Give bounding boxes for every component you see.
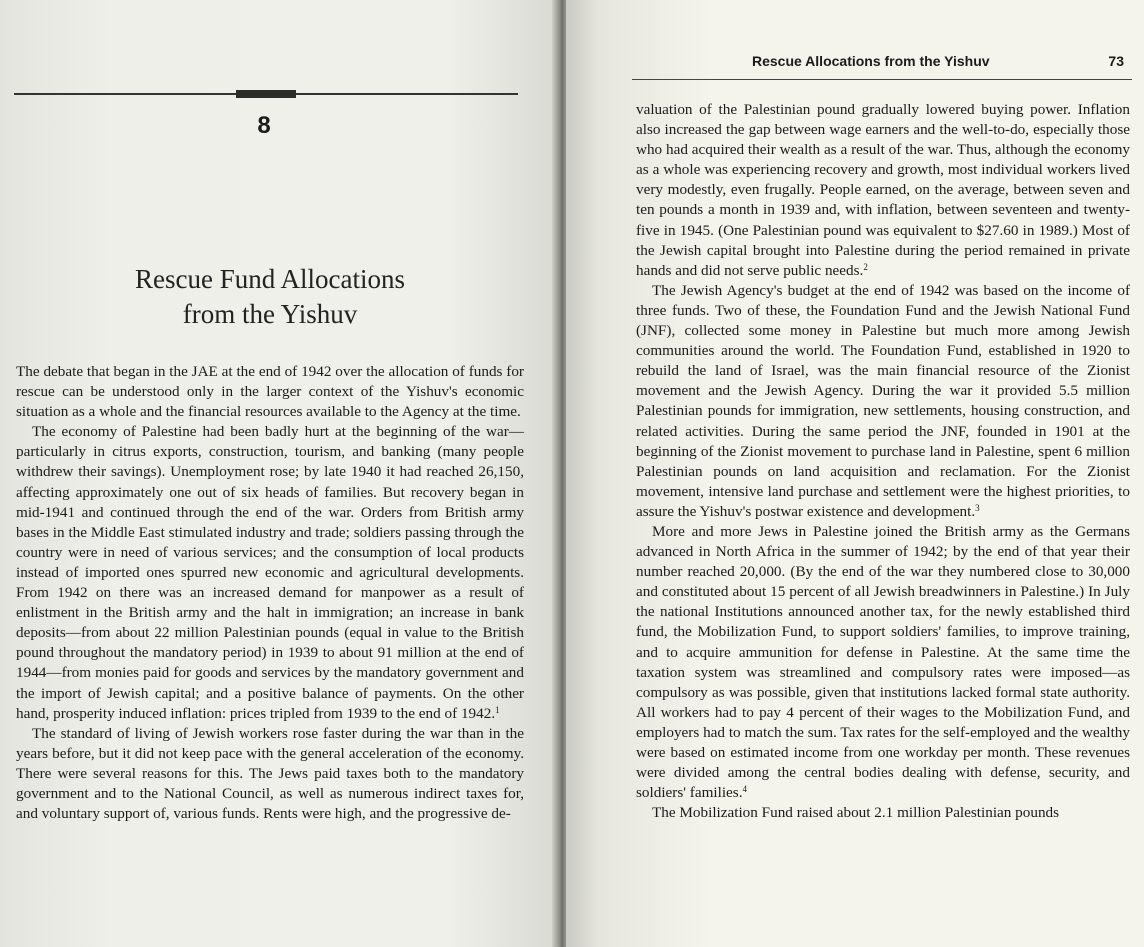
left-page — [0, 0, 556, 947]
right-page — [566, 0, 1144, 947]
chapter-number: 8 — [257, 112, 271, 139]
running-head-rule — [632, 79, 1132, 80]
right-body-text — [636, 100, 1130, 823]
running-head-title: Rescue Allocations from the Yishuv — [752, 53, 990, 69]
footnote-mark: 4 — [742, 784, 747, 795]
paragraph: The Mobilization Fund raised about 2.1 million Palestinian pounds — [652, 804, 1060, 822]
paragraph: The economy of Palestine had been badly hurt at the beginning of the war—particularly in citrus exports, construction, tourism, and banking (many people withdrew their savings). Unemployment rose; by late 1940 it had reached 26,150, affecting approximately one out of six heads of families. But recovery began in mid-1941 and continued through the end of the war. Orders from British army bases in the Middle East stimulated industry and trade; soldiers passing through the country were in need of various services; and the consumption of local products instead of imported ones spurred new economic and agricultural developments. From 1942 on there was an increased demand for manpower as a result of enlistment in the British army and the halt in immigration; an increase in bank deposits—from about 22 million Palestinian pounds (equal in value to the British pound throughout the mandatory period) in 1939 to about 91 million at the end of 1944—from monies paid for goods and services by the mandatory government and the import of Jewish capital; and a positive balance of payments. On the other hand, prosperity induced inflation: prices tripled from 1939 to the end of 1942.$^1$ — [16, 423, 524, 722]
chapter-title-line-1: Rescue Fund Allocations — [135, 264, 405, 294]
paragraph: valuation of the Palestinian pound gradually lowered buying power. Inflation also increased the gap between wage earners and the well-to-do, especially those who had acquired their wealth as a result of the war. Thus, although the economy as a whole was experiencing recovery and growth, most individual workers lived very modestly, even frugally. People earned, on the average, between seven and ten pounds a month in 1939 and, with inflation, between seventeen and twenty-five in 1945. (One Palestinian pound was equivalent to $27.60 in 1989.) Most of the Jewish capital brought into Palestine during the period remained in private hands and did not serve public needs.$^2$ — [636, 101, 1130, 279]
chapter-rule-tab — [236, 90, 296, 98]
running-head — [566, 53, 1134, 75]
footnote-mark: 3 — [975, 502, 980, 513]
paragraph: More and more Jews in Palestine joined the British army as the Germans advanced in North Africa in the summer of 1942; by the end of that year their number reached 20,000. (By the end of the war they numbered close to 30,000 and constituted about 15 percent of all Jewish breadwinners in Palestine.) In July the national Institutions announced another tax, for the newly established third fund, the Mobilization Fund, to support soldiers' families, to improve training, and to acquire ammunition for defense in Palestine. At the same time the taxation system was streamlined and compulsory rates were imposed—as compulsory as was possible, given that institutions lacked formal state authority. All workers had to pay 4 percent of their wages to the Mobilization Fund, and employers had to match the sum. Tax rates for the self-employed and the wealthy were based on estimated income from one workday per month. These revenues were divided among the central bodies dealing with defense, security, and soldiers' families.$^4$ — [636, 522, 1130, 802]
chapter-title — [20, 262, 520, 332]
left-body-text — [16, 362, 524, 824]
paragraph: The Jewish Agency's budget at the end of 1942 was based on the income of three funds. Two of these, the Foundation Fund and the Jewish National Fund (JNF), collected some money in Palestine but much more among Jewish communities around the world. The Foundation Fund, established in 1920 to rebuild the land of Israel, was the main financial resource of the Zionist movement and the Jewish Agency. During the war it provided 5.5 million Palestinian pounds for immigration, new settlements, housing construction, and related activities. During the same period the JNF, founded in 1901 at the beginning of the Zionist movement to purchase land in Palestine, spent 6 million Palestinian pounds on land acquisition and reclamation. For the Zionist movement, intensive land purchase and settlement were the highest priorities, to assure the Yishuv's postwar existence and development.$^3$ — [636, 281, 1130, 520]
footnote-mark: 1 — [495, 704, 500, 715]
paragraph: The debate that began in the JAE at the end of 1942 over the allocation of funds for rescue can be understood only in the larger context of the Yishuv's economic situation as a whole and the financial resources available to the Agency at the time. — [16, 363, 524, 421]
page-number: 73 — [1108, 53, 1124, 69]
footnote-mark: 2 — [863, 261, 868, 272]
chapter-title-line-2: from the Yishuv — [182, 299, 358, 329]
paragraph: The standard of living of Jewish workers rose faster during the war than in the years before, but it did not keep pace with the general acceleration of the economy. There were several reasons for this. The Jews paid taxes both to the mandatory government and to the National Council, as well as numerous indirect taxes for, and voluntary support of, various funds. Rents were high, and the progressive de- — [16, 724, 524, 823]
